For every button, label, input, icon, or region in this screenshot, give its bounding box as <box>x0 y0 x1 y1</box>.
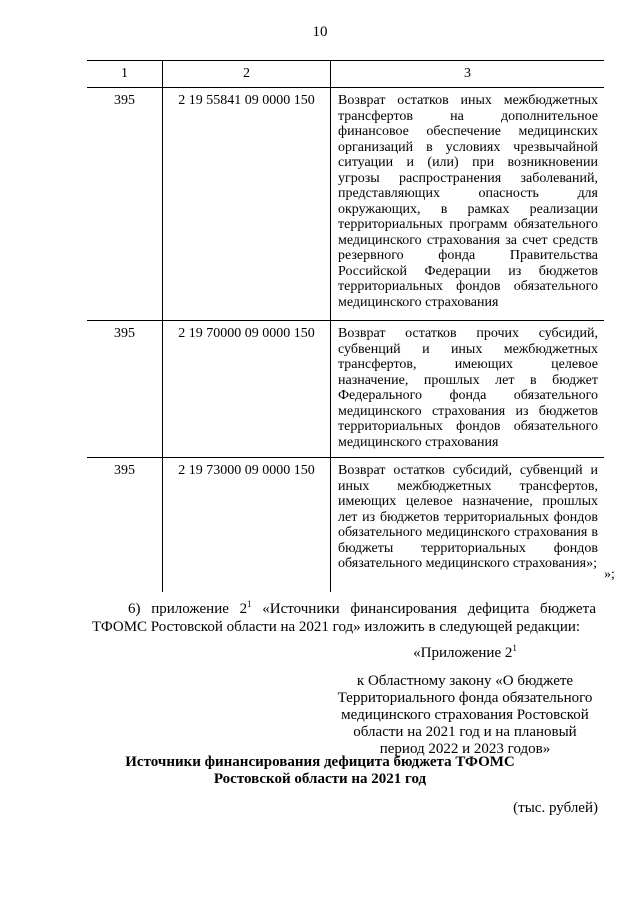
closing-mark: »; <box>604 567 615 582</box>
table-cell-admin-code: 395 <box>87 321 163 458</box>
table-cell-budget-code: 2 19 70000 09 0000 150 <box>163 321 331 458</box>
table-header-cell: 3 <box>331 61 605 88</box>
table-row <box>87 88 604 321</box>
table-header-cell: 1 <box>87 61 163 88</box>
section-heading-line: Ростовской области на 2021 год <box>213 771 427 787</box>
table-cell-description: Возврат остатков субсидий, субвенций и иных межбюджетных трансфертов, имеющих целевое назначение, прошлых лет из бюджетов территориальных фондов обязательного медицинского страхования в бюджеты территориальных фондов обязательного медицинского страхования»; <box>331 458 605 592</box>
appendix-title: «Приложение $2^1$ <box>413 643 517 661</box>
amendment-paragraph: 6) приложение $2^1$ «Источники финансирования дефицита бюджета ТФОМС Ростовской области на 2021 год» изложить в следующей редакции: <box>92 599 596 635</box>
appendix-line: медицинского страхования Ростовской <box>341 707 589 723</box>
budget-table <box>87 60 604 592</box>
table-header-row <box>87 61 604 88</box>
table-header-cell: 2 <box>163 61 331 88</box>
page-number: 10 <box>312 24 328 40</box>
table-cell-admin-code: 395 <box>87 88 163 321</box>
appendix-line: период 2022 и 2023 годов» <box>379 741 551 757</box>
table-cell-budget-code: 2 19 73000 09 0000 150 <box>163 458 331 592</box>
table-cell-budget-code: 2 19 55841 09 0000 150 <box>163 88 331 321</box>
table-row <box>87 321 604 458</box>
appendix-line: Территориального фонда обязательного <box>337 690 593 706</box>
section-heading <box>0 754 640 788</box>
table-cell-description: Возврат остатков прочих субсидий, субвенций и иных межбюджетных трансфертов, имеющих целевое назначение, прошлых лет в бюджет Федерального фонда обязательного медицинского страхования из бюджетов территориальных фондов обязательного медицинского страхования <box>331 321 605 458</box>
units-label: (тыс. рублей) <box>513 800 598 816</box>
section-heading-line: Источники финансирования дефицита бюджета ТФОМС <box>125 754 515 770</box>
table-row <box>87 458 604 592</box>
appendix-line: области на 2021 год и на плановый <box>353 724 577 740</box>
table-cell-description: Возврат остатков иных межбюджетных трансфертов на дополнительное финансовое обеспечение медицинских организаций в условиях чрезвычайной ситуации и (или) при возникновении угрозы распространения заболеваний, представляющих опасность для окружающих, в рамках реализации территориальных программ обязательного медицинского страхования за счет средств резервного фонда Правительства Российской Федерации из бюджетов территориальных фондов обязательного медицинского страхования <box>331 88 605 321</box>
appendix-header <box>330 640 600 758</box>
appendix-line: к Областному закону «О бюджете <box>356 673 574 689</box>
table-cell-admin-code: 395 <box>114 463 135 478</box>
